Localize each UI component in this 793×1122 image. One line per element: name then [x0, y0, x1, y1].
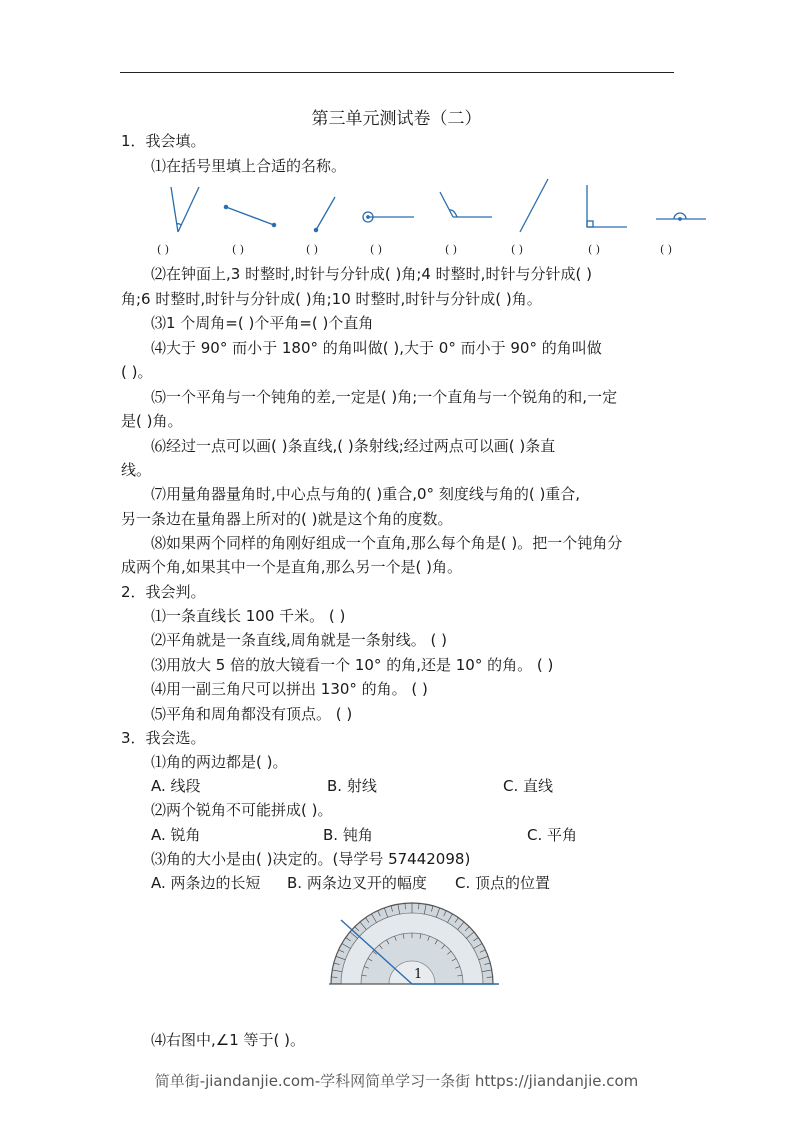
- s3-q3-text: ⑶角的大小是由( )决定的。(导学号 57442098): [151, 850, 471, 868]
- section-3-heading: 3．我会选。: [121, 729, 206, 747]
- s3-q1-text: ⑴角的两边都是( )。: [151, 753, 288, 771]
- s1-q8-line1: ⑻如果两个同样的角刚好组成一个直角,那么每个角是( )。把一个钝角分: [151, 534, 623, 552]
- s1-q4-line1: ⑷大于 90° 而小于 180° 的角叫做( ),大于 0° 而小于 90° 的角叫做: [151, 339, 602, 357]
- angle-figures: [0, 175, 793, 235]
- s2-q1-text: ⑴一条直线长 100 千米。 ( ): [151, 607, 346, 625]
- s1-q7-line1: ⑺用量角器量角时,中心点与角的( )重合,0° 刻度线与角的( )重合,: [151, 485, 581, 503]
- s1-q6-line1: ⑹经过一点可以画( )条直线,( )条射线;经过两点可以画( )条直: [151, 437, 556, 455]
- page-footer: 简单街-jiandanjie.com-学科网简单学习一条街 https://jiandanjie.com: [154, 1072, 639, 1090]
- figure-right-angle: [587, 185, 627, 227]
- s1-q1-text: ⑴在括号里填上合适的名称。: [151, 157, 347, 175]
- s1-q3-text: ⑶1 个周角=( )个平角=( )个直角: [151, 314, 374, 332]
- section-1-heading: 1．我会填。: [121, 132, 206, 150]
- s1-q2-line2: 角;6 时整时,时针与分针成( )角;10 时整时,时针与分针成( )角。: [121, 290, 542, 308]
- s1-q6-line2: 线。: [121, 461, 152, 479]
- angle-1-label: 1: [414, 967, 423, 982]
- figure-ray: [314, 197, 335, 232]
- figure-full-angle: [363, 212, 414, 222]
- s1-q1-blanks: [0, 243, 793, 259]
- s2-q2-text: ⑵平角就是一条直线,周角就是一条射线。 ( ): [151, 631, 448, 649]
- blank-6[interactable]: ( ): [511, 243, 524, 256]
- s1-q7-line2: 另一条边在量角器上所对的( )就是这个角的度数。: [121, 510, 453, 528]
- s1-q8-line2: 成两个角,如果其中一个是直角,那么另一个是( )角。: [121, 558, 463, 576]
- figure-obtuse-angle: [440, 192, 492, 217]
- protractor-figure: [325, 898, 500, 990]
- s3-q1-option-a[interactable]: A. 线段: [151, 777, 201, 795]
- s3-q2-option-b[interactable]: B. 钝角: [323, 826, 373, 844]
- page-title: 第三单元测试卷（二）: [311, 109, 482, 129]
- figure-acute-angle: [171, 187, 199, 232]
- s3-q4-text: ⑷右图中,∠1 等于( )。: [151, 1031, 305, 1049]
- blank-7[interactable]: ( ): [588, 243, 601, 256]
- blank-2[interactable]: ( ): [232, 243, 245, 256]
- blank-4[interactable]: ( ): [370, 243, 383, 256]
- blank-5[interactable]: ( ): [445, 243, 458, 256]
- s3-q1-option-b[interactable]: B. 射线: [327, 777, 377, 795]
- s1-q5-line1: ⑸一个平角与一个钝角的差,一定是( )角;一个直角与一个锐角的和,一定: [151, 388, 618, 406]
- s3-q3-option-a[interactable]: A. 两条边的长短: [151, 874, 261, 892]
- s3-q3-option-b[interactable]: B. 两条边叉开的幅度: [287, 874, 427, 892]
- blank-8[interactable]: ( ): [660, 243, 673, 256]
- s3-q1-option-c[interactable]: C. 直线: [503, 777, 554, 795]
- blank-1[interactable]: ( ): [157, 243, 170, 256]
- s1-q2-line1: ⑵在钟面上,3 时整时,时针与分针成( )角;4 时整时,时针与分针成( ): [151, 265, 592, 283]
- s1-q4-line2: ( )。: [121, 363, 153, 381]
- s3-q2-option-a[interactable]: A. 锐角: [151, 826, 201, 844]
- section-2-heading: 2．我会判。: [121, 583, 206, 601]
- figure-straight-angle: [656, 213, 706, 220]
- s1-q5-line2: 是( )角。: [121, 412, 183, 430]
- s3-q2-option-c[interactable]: C. 平角: [527, 826, 578, 844]
- s3-q2-text: ⑵两个锐角不可能拼成( )。: [151, 801, 333, 819]
- header-rule: [120, 72, 674, 73]
- blank-3[interactable]: ( ): [306, 243, 319, 256]
- s2-q4-text: ⑷用一副三角尺可以拼出 130° 的角。 ( ): [151, 680, 428, 698]
- s2-q5-text: ⑸平角和周角都没有顶点。 ( ): [151, 705, 353, 723]
- figure-line: [520, 179, 548, 232]
- s2-q3-text: ⑶用放大 5 倍的放大镜看一个 10° 的角,还是 10° 的角。 ( ): [151, 656, 554, 674]
- s3-q3-option-c[interactable]: C. 顶点的位置: [455, 874, 551, 892]
- figure-segment: [224, 205, 275, 226]
